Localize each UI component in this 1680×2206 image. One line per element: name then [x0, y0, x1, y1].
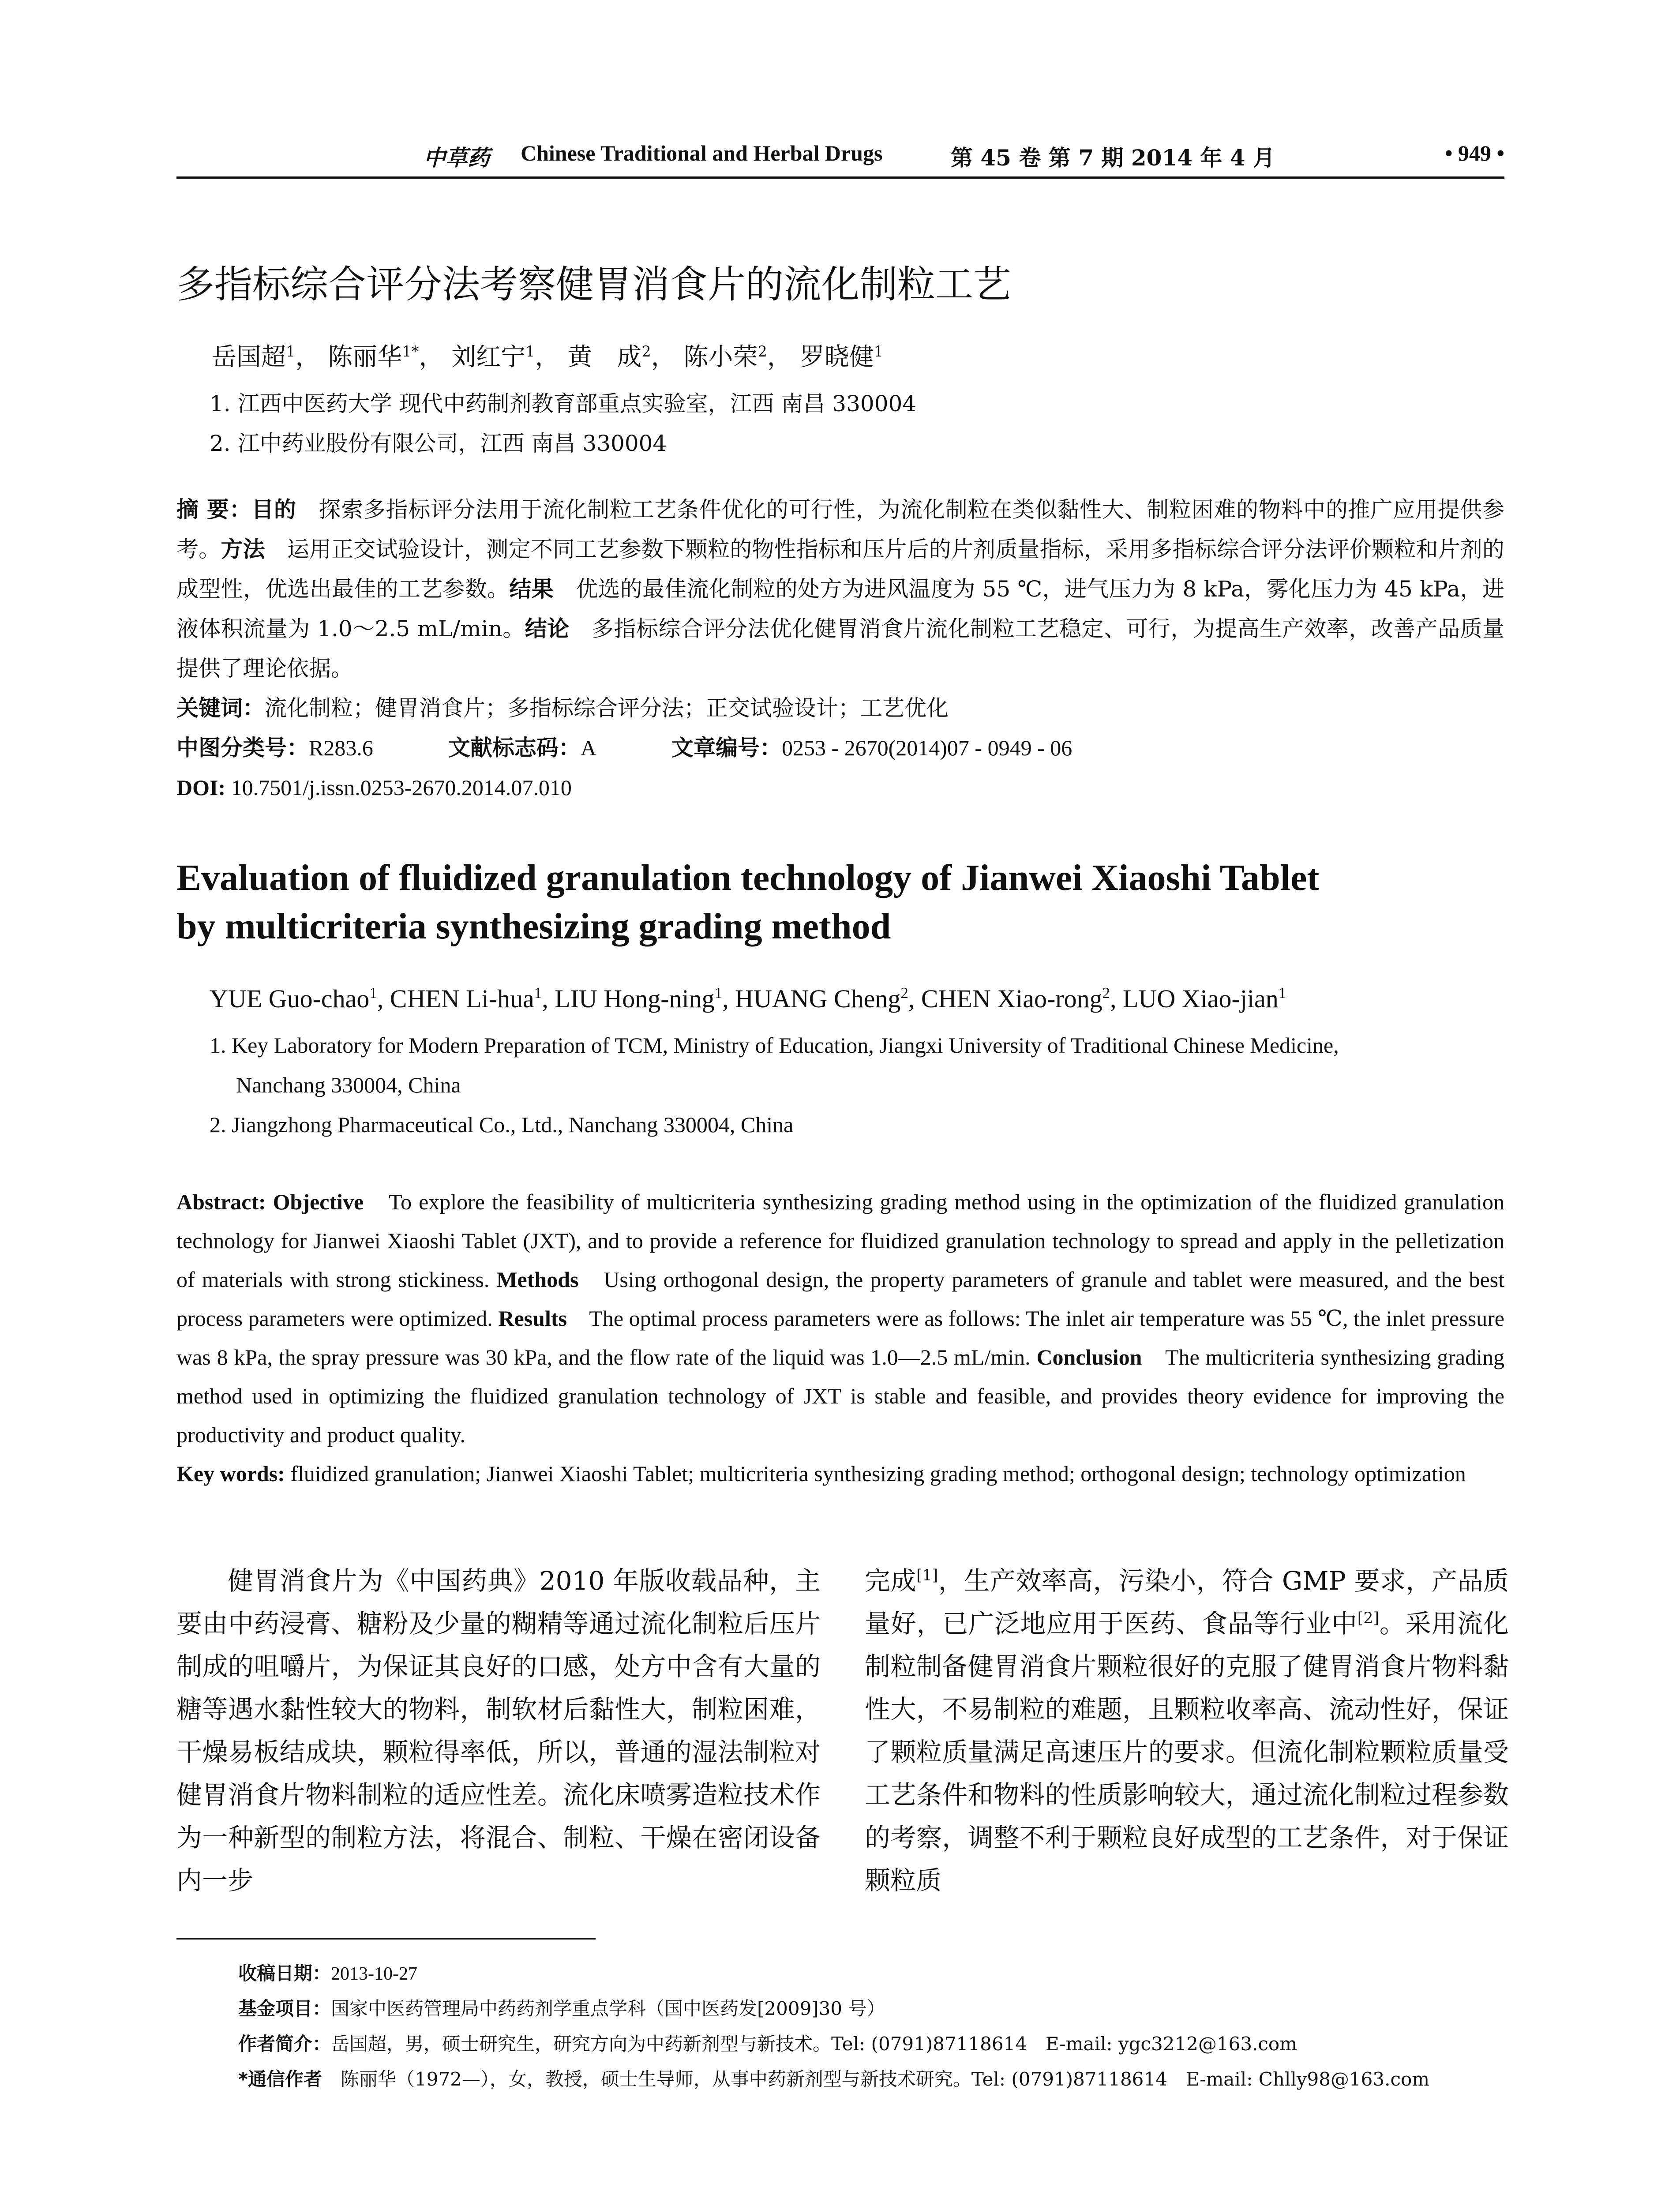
title-en: Evaluation of fluidized granulation technology of Jianwei Xiaoshi Tablet by multicriteria synthesizing grading method	[176, 857, 1320, 947]
keywords-cn: 关键词：流化制粒；健胃消食片；多指标综合评分法；正交试验设计；工艺优化	[176, 695, 949, 721]
issue-info: 第 45 卷 第 7 期 2014 年 4 月	[951, 145, 1275, 171]
footnote-received: 收稿日期：2013-10-27	[238, 1962, 417, 1984]
affiliation-cn: 2. 江中药业股份有限公司，江西 南昌 330004	[210, 431, 667, 456]
body-column-left	[176, 1560, 821, 1902]
abstract-en	[176, 1182, 1504, 1493]
body-paragraph: 健胃消食片为《中国药典》2010 年版收载品种，主要由中药浸膏、糖粉及少量的糊精等通过流化制粒后压片制成的咀嚼片，为保证其良好的口感，处方中含有大量的糖等遇水黏性较大的物料，制软材后黏性大，制粒困难，干燥易板结成块，颗粒得率低，所以，普通的湿法制粒对健胃消食片物料制粒的适应性差。流化床喷雾造粒技术作为一种新型的制粒方法，将混合、制粒、干燥在密闭设备内一步	[176, 1566, 821, 1895]
running-header	[176, 140, 1504, 171]
authors-en: YUE Guo-chao$^1$, CHEN Li-hua$^1$, LIU Hong-ning$^1$, HUANG Cheng$^2$, CHEN Xiao-rong$^2$, LUO Xiao-jian$^1$	[210, 984, 1286, 1013]
body-paragraph: 完成[1]，生产效率高，污染小，符合 GMP 要求，产品质量好，已广泛地应用于医药、食品等行业中[2]。采用流化制粒制备健胃消食片颗粒很好的克服了健胃消食片物料黏性大，不易制粒的难题，且颗粒收率高、流动性好，保证了颗粒质量满足高速压片的要求。但流化制粒颗粒质量受工艺条件和物料的性质影响较大，通过流化制粒过程参数的考察，调整不利于颗粒良好成型的工艺条件，对于保证颗粒质	[865, 1566, 1509, 1895]
journal-name-en: Chinese Traditional and Herbal Drugs	[521, 141, 883, 165]
keywords-en: Key words: fluidized granulation; Jianwei Xiaoshi Tablet; multicriteria synthesizing grading method; orthogonal design; technology optimization	[176, 1461, 1466, 1486]
journal-name-cn: 中草药	[424, 145, 490, 171]
header-rule	[176, 176, 1504, 179]
affiliation-en: 2. Jiangzhong Pharmaceutical Co., Ltd., Nanchang 330004, China	[210, 1112, 794, 1137]
body-column-right	[865, 1560, 1509, 1902]
footnote-corresponding: *通信作者 陈丽华（1972—），女，教授，硕士生导师，从事中药新剂型与新技术研究。Tel: (0791)87118614 E-mail: Chlly98@163.com	[238, 2068, 1430, 2090]
author-en: HUANG Cheng	[735, 984, 901, 1013]
author-en: CHEN Xiao-rong	[921, 984, 1102, 1013]
doi-link[interactable]: 10.7501/j.issn.0253-2670.2014.07.010	[231, 775, 572, 800]
abstract-en-paragraph: Abstract: Objective To explore the feasibility of multicriteria synthesizing grading method using in the optimization of the fluidized granulation technology for Jianwei Xiaoshi Tablet (JXT), and to provide a reference for fluidized granulation technology to spread and apply in the pelletization of materials with strong stickiness. Methods Using orthogonal design, the property parameters of granule and tablet were measured, and the best process parameters were optimized. Results The optimal process parameters were as follows: The inlet air temperature was 55 ℃, the inlet pressure was 8 kPa, the spray pressure was 30 kPa, and the flow rate of the liquid was 1.0—2.5 mL/min. Conclusion The multicriteria synthesizing grading method used in optimizing the fluidized granulation technology of JXT is stable and feasible, and provides theory evidence for improving the productivity and product quality.	[176, 1189, 1505, 1447]
doi-line: DOI: 10.7501/j.issn.0253-2670.2014.07.010	[176, 775, 572, 800]
authors-cn: 岳国超$^1$， 陈丽华$^{1*}$， 刘红宁$^1$， 黄 成$^2$， 陈小荣$^2$， 罗晓健$^1$	[212, 342, 884, 371]
citation-ref[interactable]: [1]	[916, 1567, 938, 1585]
abstract-cn-paragraph: 摘 要：目的 探索多指标评分法用于流化制粒工艺条件优化的可行性，为流化制粒在类似黏性大、制粒困难的物料中的推广应用提供参考。方法 运用正交试验设计，测定不同工艺参数下颗粒的物性指标和压片后的片剂质量指标，采用多指标综合评分法评价颗粒和片剂的成型性，优选出最佳的工艺参数。结果 优选的最佳流化制粒的处方为进风温度为 55 ℃，进气压力为 8 kPa，雾化压力为 45 kPa，进液体积流量为 1.0～2.5 mL/min。结论 多指标综合评分法优化健胃消食片流化制粒工艺稳定、可行，为提高生产效率，改善产品质量提供了理论依据。	[176, 497, 1505, 681]
footnote-rule	[176, 1938, 596, 1940]
page-number: • 949 •	[1444, 141, 1504, 165]
author-en: CHEN Li-hua	[390, 984, 534, 1013]
abstract-cn	[176, 490, 1504, 807]
affiliation-cn: 1. 江西中医药大学 现代中药制剂教育部重点实验室，江西 南昌 330004	[210, 391, 917, 416]
author-cn: 岳国超	[212, 343, 286, 371]
author-en: LIU Hong-ning	[555, 984, 715, 1013]
author-cn: 罗晓健	[799, 343, 874, 371]
affiliation-en: 1. Key Laboratory for Modern Preparation of TCM, Ministry of Education, Jiangxi University of Traditional Chinese Medicine,	[210, 1033, 1339, 1058]
footnote-author: 作者简介：岳国超，男，硕士研究生，研究方向为中药新剂型与新技术。Tel: (0791)87118614 E-mail: ygc3212@163.com	[238, 2033, 1298, 2055]
author-cn: 陈小荣	[683, 343, 758, 371]
author-cn: 刘红宁	[451, 343, 526, 371]
citation-ref[interactable]: [2]	[1357, 1609, 1380, 1628]
abstract-cn-label: 摘 要：	[176, 497, 252, 522]
affiliation-en: Nanchang 330004, China	[236, 1073, 461, 1097]
footnote-fund: 基金项目：国家中医药管理局中药药剂学重点学科（国中医药发[2009]30 号）	[238, 1998, 885, 2019]
title-cn: 多指标综合评分法考察健胃消食片的流化制粒工艺	[176, 263, 1011, 307]
author-cn: 陈丽华	[328, 343, 402, 371]
author-cn: 黄 成	[567, 343, 642, 371]
author-en: LUO Xiao-jian	[1123, 984, 1279, 1013]
abstract-en-label: Abstract: Objective	[176, 1189, 364, 1214]
classification-line: 中图分类号：R283.6 文献标志码：A 文章编号：0253 - 2670(2014)07 - 0949 - 06	[176, 735, 1072, 761]
author-en: YUE Guo-chao	[210, 984, 370, 1013]
